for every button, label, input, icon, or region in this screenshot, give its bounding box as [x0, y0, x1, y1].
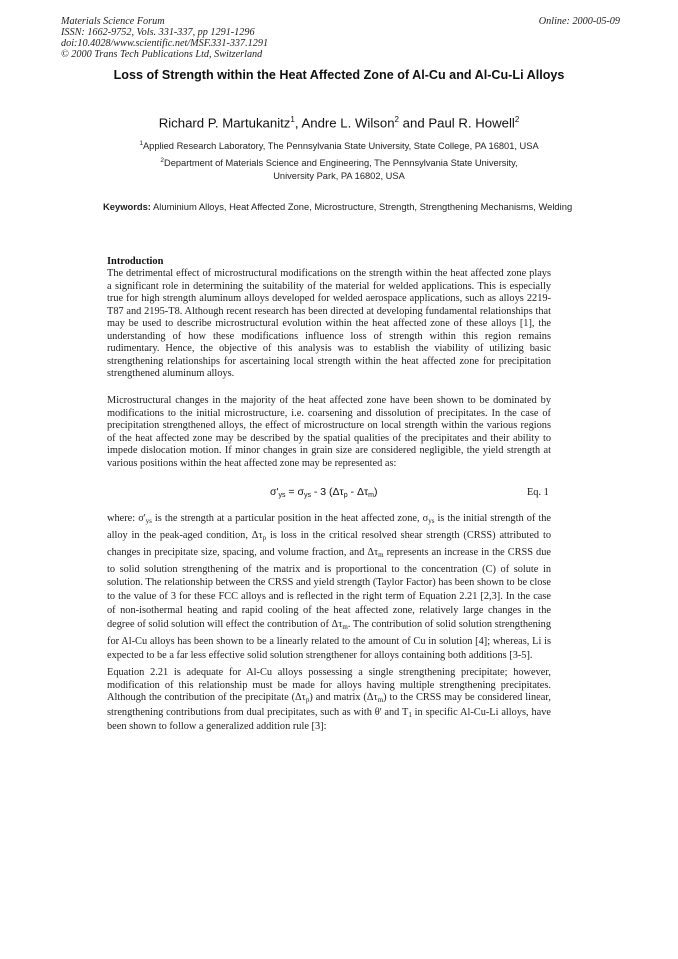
issn-line: ISSN: 1662-9752, Vols. 331-337, pp 1291-1296 [61, 27, 255, 38]
journal-name: Materials Science Forum [61, 16, 165, 27]
paragraph-1: The detrimental effect of microstructural modifications on the strength within the heat affected zone plays a significant role in determining the suitability of the material for welded applications. This is especially true for high strength aluminum alloys developed for welded aerospace applications, such as alloys 2219-T87 and 2195-T8. Although recent research has been directed at developing fundamental relationships that may be used to describe microstructural evolution within the heat affected zone of these alloys [1], the understanding of how these modifications influence loss of strength within this region remains rudimentary. Hence, the objective of this analysis was to establish the viability of utilizing basic strengthening relationships for ascertaining local strength within the heat affected zone for precipitation strengthened aluminum alloys. [107, 268, 551, 380]
author-2-affil: 2 [394, 115, 399, 124]
author-1: Richard P. Martukanitz [158, 115, 291, 131]
journal-header [61, 16, 268, 60]
section-heading-introduction: Introduction [107, 256, 164, 267]
author-list: Richard P. Martukanitz$^1$, Andre L. Wilson$^2$ and Paul R. Howell$^2$ [158, 115, 520, 131]
doi-line[interactable]: doi:10.4028/www.scientific.net/MSF.331-337.1291 [61, 38, 269, 49]
paragraph-3: where: $\sigma'_{ys}$ is the strength at a particular position in the heat affected zone, $\sigma_{ys}$ is the initial strength of the alloy in the peak-aged condition, $\Delta\tau_p$ is loss in the critical resolved shear strength (CRSS) attributed to changes in precipitate size, spacing, and volume fraction, and $\Delta\tau_m$ represents an increase in the CRSS due to solid solution strengthening of the matrix and is proportional to the concentration (C) of solute in solution. The relationship between the CRSS and yield strength (Taylor Factor) has been shown to be close to the value of 3 for these FCC alloys and is reflected in the right term of Equation 2.21 [2,3]. In the case of non-isothermal heating and rapid cooling of the heat affected zone, relatively large changes in the degree of solid solution will effect the contribution of $\Delta\tau_m$. The contribution of solid solution strengthening for Al-Cu alloys has been shown to be a linearly related to the amount of Cu in solution [4]; whereas, Li is expected to be a far less effective solid solution strengthener for alloys containing both additions [3-5]. [107, 513, 552, 661]
author-1-affil: 1 [290, 115, 295, 124]
equation-label: Eq. 1 [527, 487, 549, 498]
keywords [103, 201, 573, 213]
keywords-text: Aluminium Alloys, Heat Affected Zone, Microstructure, Strength, Strengthening Mechanisms, Welding [153, 201, 573, 212]
author-3-affil: 2 [514, 115, 520, 124]
paragraph-2: Microstructural changes in the majority of the heat affected zone have been shown to be dominated by modifications to the initial microstructure, i.e. coarsening and dissolution of precipitates. In the case of precipitation strengthened alloys, the effect of microstructure on local strength within the various regions of the heat affected zone may be described by the spatial qualities of the precipitates and their ability to impede dislocation motion. If minor changes in grain size are considered negligible, the yield strength at various positions within the heat affected zone may be represented as: [107, 395, 551, 469]
keywords-label: Keywords: [103, 201, 151, 212]
copyright-line: © 2000 Trans Tech Publications Ltd, Switzerland [61, 49, 263, 60]
equation-1: $\sigma'_{ys} = \sigma_{ys} - 3$ $(\Delta\tau_p - \Delta\tau_m)$ [270, 486, 378, 499]
author-3: Paul R. Howell [428, 115, 515, 131]
affiliation-2: $^2$Department of Materials Science and Engineering, The Pennsylvania State University, University Park, PA 16802, USA [160, 157, 518, 181]
paragraph-4: Equation 2.21 is adequate for Al-Cu alloys possessing a single strengthening precipitate; however, modification of this relationship must be made for alloys having multiple strengthening precipitates. Although the contribution of the precipitate $(\Delta\tau_p)$ and matrix $(\Delta\tau_m)$ to the CRSS may be considered linear, strengthening contributions from dual precipitates, such as with θ' and $T_1$ in specific Al-Cu-Li alloys, have been shown to follow a generalized addition rule [3]: [107, 667, 552, 733]
author-2: Andre L. Wilson [301, 115, 395, 131]
affiliation-1: $^1$Applied Research Laboratory, The Pennsylvania State University, State College, PA 16801, USA [139, 140, 539, 152]
online-date: Online: 2000-05-09 [538, 16, 620, 27]
paper-title: Loss of Strength within the Heat Affected Zone of Al-Cu and Al-Cu-Li Alloys [113, 68, 565, 82]
